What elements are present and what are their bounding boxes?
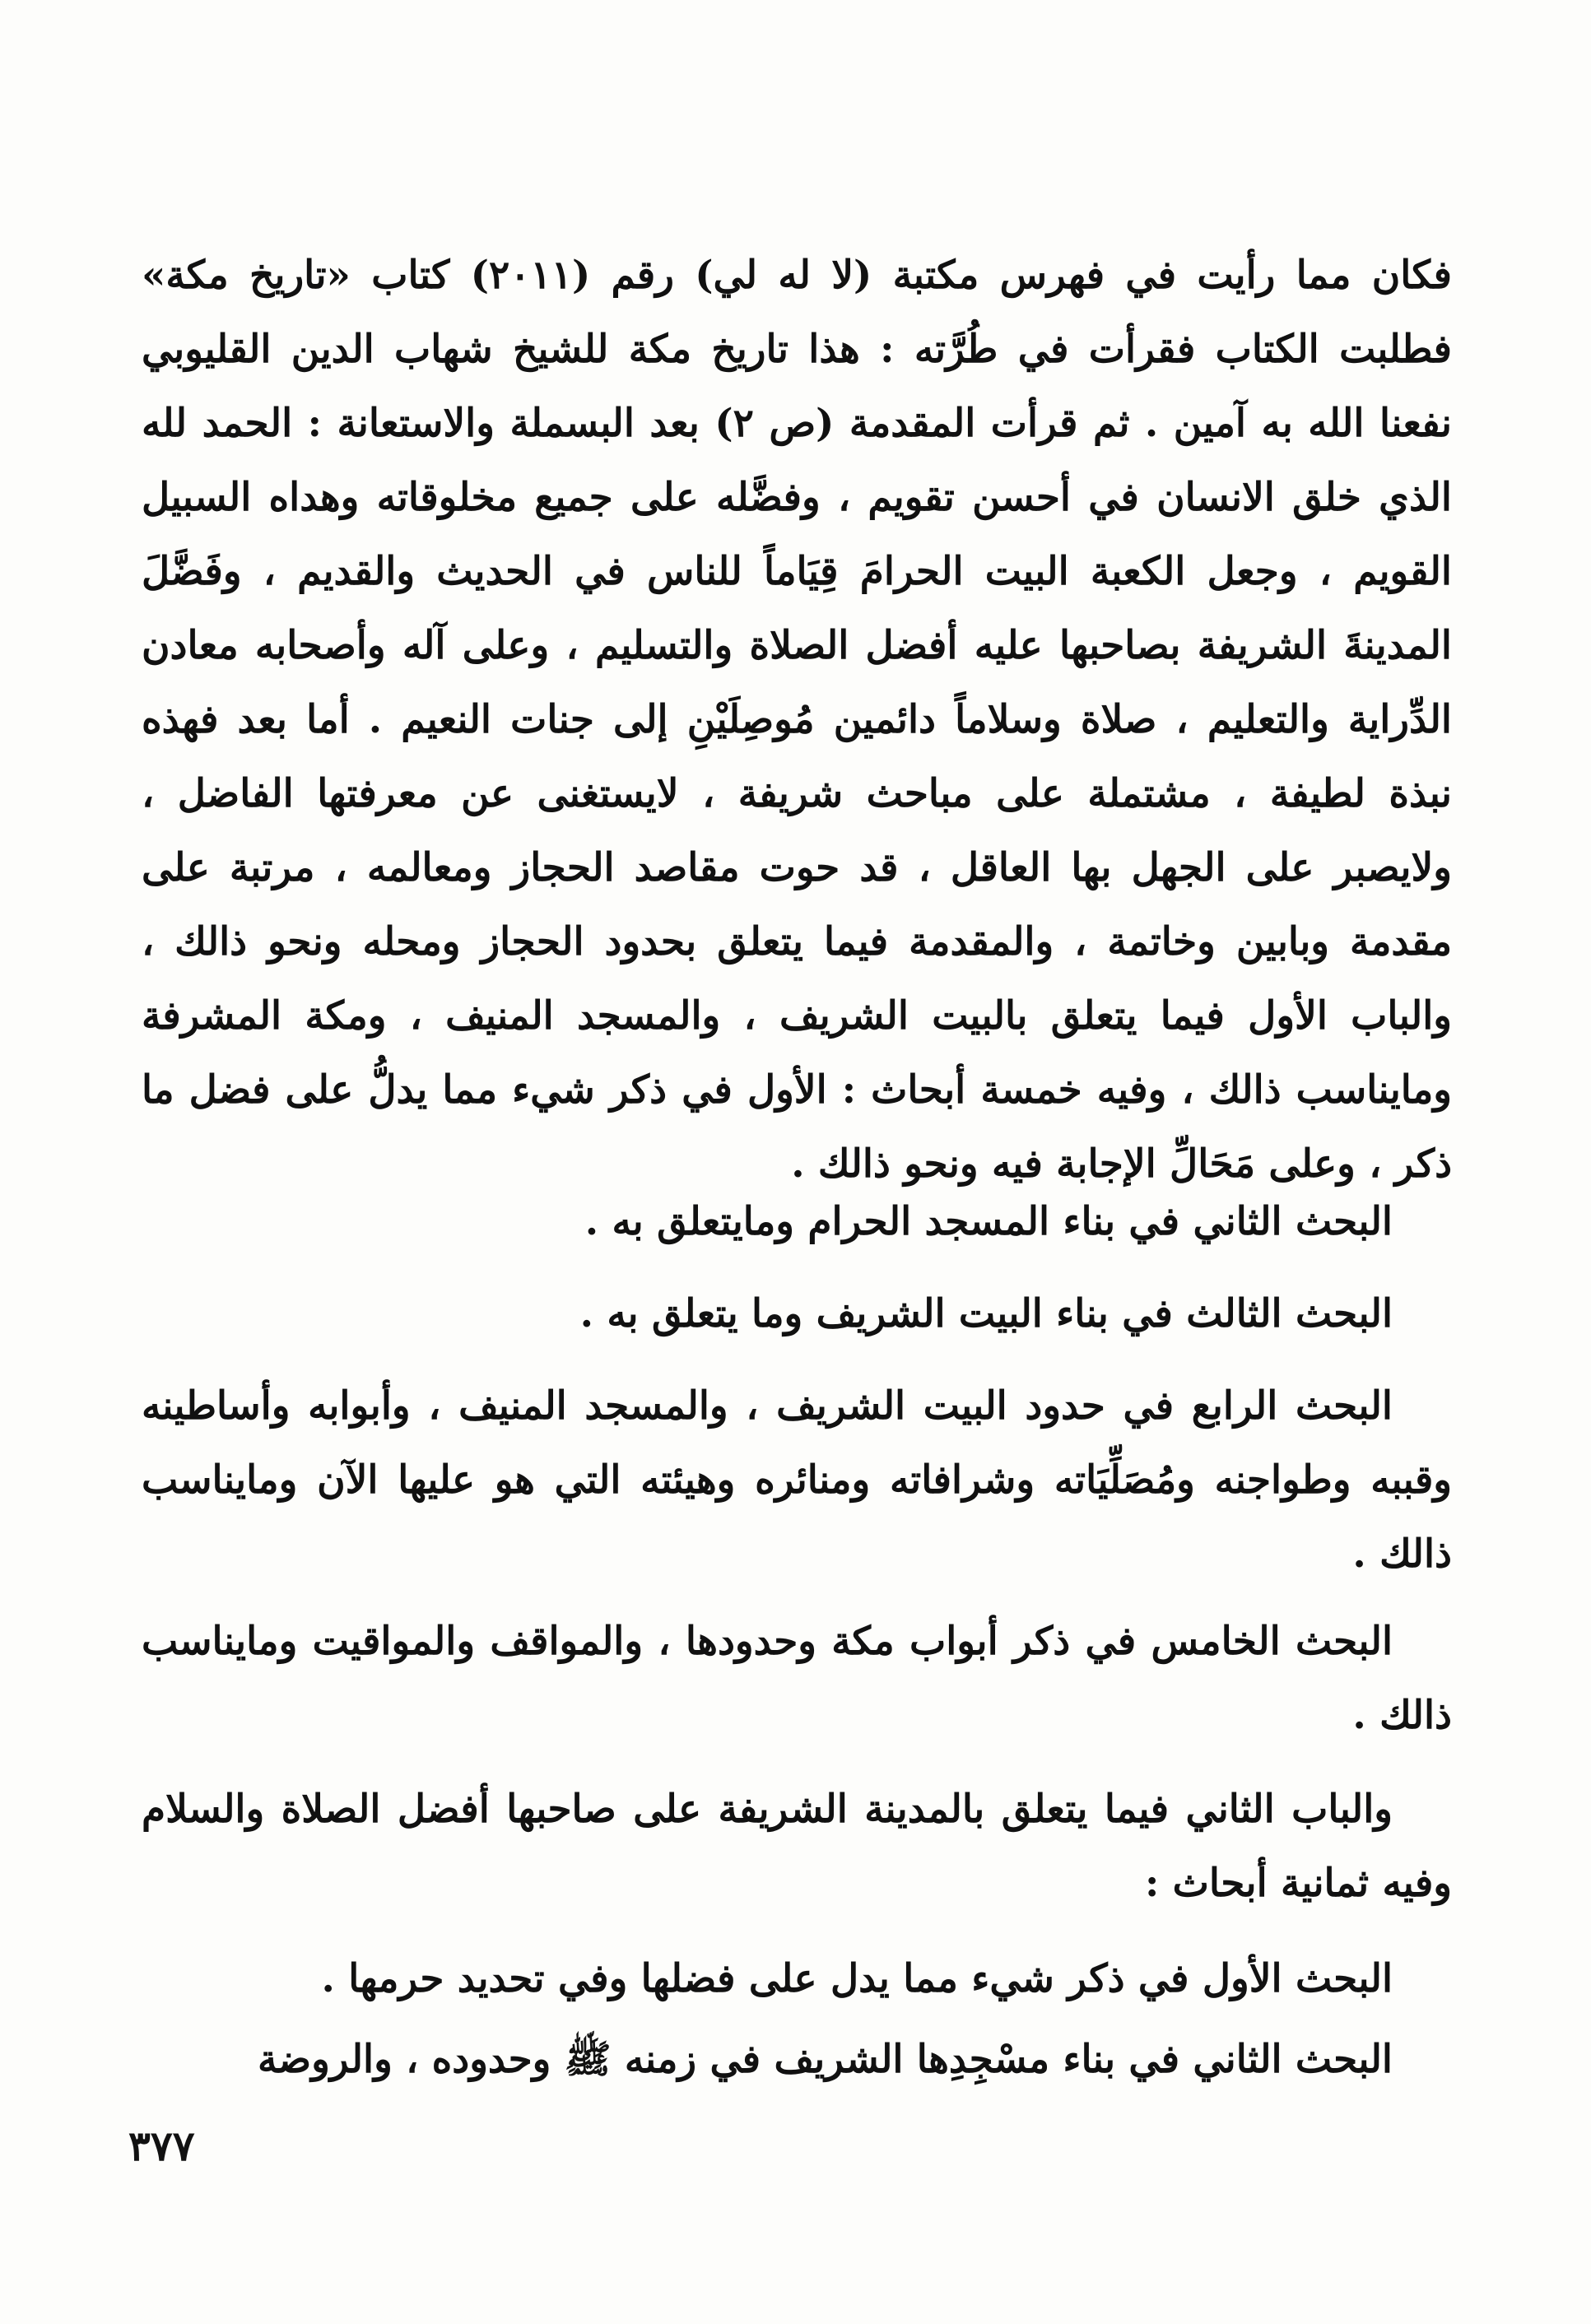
- page-number: ٣٧٧: [128, 2122, 195, 2170]
- paragraph-chapter-2-section-2: البحث الثاني في بناء مسْجِدِها الشريف في زمنه ﷺ وحدوده ، والروضة: [257, 2037, 1393, 2082]
- paragraph-intro: فكان مما رأيت في فهرس مكتبة (لا له لي) رقم (٢٠١١) كتاب «تاريخ مكة» فطلبت الكتاب فقرأت في طُرَّته : هذا تاريخ مكة للشيخ شهاب الدين القليوبي نفعنا الله به آمين . ثم قرأت المقدمة (ص ٢) بعد البسملة والاستعانة : الحمد لله الذي خلق الانسان في أحسن تقويم ، وفضَّله على جميع مخلوقاته وهداه السبيل القويم ، وجعل الكعبة البيت الحرامَ قِيَاماً للناس في الحديث والقديم ، وفَضَّلَ المدينةَ الشريفة بصاحبها عليه أفضل الصلاة والتسليم ، وعلى آله وأصحابه معادن الدِّراية والتعليم ، صلاة وسلاماً دائمين مُوصِلَيْنِ إلى جنات النعيم . أما بعد فهذه نبذة لطيفة ، مشتملة على مباحث شريفة ، لايستغنى عن معرفتها الفاضل ، ولايصبر على الجهل بها العاقل ، قد حوت مقاصد الحجاز ومعالمه ، مرتبة على مقدمة وبابين وخاتمة ، والمقدمة فيما يتعلق بحدود الحجاز ومحله ونحو ذالك ، والباب الأول فيما يتعلق بالبيت الشريف ، والمسجد المنيف ، ومكة المشرفة ومايناسب ذالك ، وفيه خمسة أبحاث : الأول في ذكر شيء مما يدلُّ على فضل ما ذكر ، وعلى مَحَالِّ الإجابة فيه ونحو ذالك .: [142, 253, 1452, 1187]
- paragraph-section-4: البحث الرابع في حدود البيت الشريف ، والمسجد المنيف ، وأبوابه وأساطينه وقببه وطواجنه ومُصَلِّيَاته وشرافاته ومنائره وهيئته التي هو عليها الآن ومايناسب ذالك .: [142, 1383, 1452, 1577]
- paragraph-chapter-2-section-1: البحث الأول في ذكر شيء مما يدل على فضلها وفي تحديد حرمها .: [321, 1956, 1393, 2001]
- paragraph-section-3: البحث الثالث في بناء البيت الشريف وما يتعلق به .: [579, 1291, 1393, 1336]
- paragraph-section-5: البحث الخامس في ذكر أبواب مكة وحدودها ، والمواقف والمواقيت ومايناسب ذالك .: [142, 1619, 1452, 1738]
- paragraph-section-2: البحث الثاني في بناء المسجد الحرام ومايتعلق به .: [584, 1199, 1393, 1244]
- paragraph-chapter-2: والباب الثاني فيما يتعلق بالمدينة الشريفة على صاحبها أفضل الصلاة والسلام وفيه ثمانية أبحاث :: [142, 1787, 1452, 1906]
